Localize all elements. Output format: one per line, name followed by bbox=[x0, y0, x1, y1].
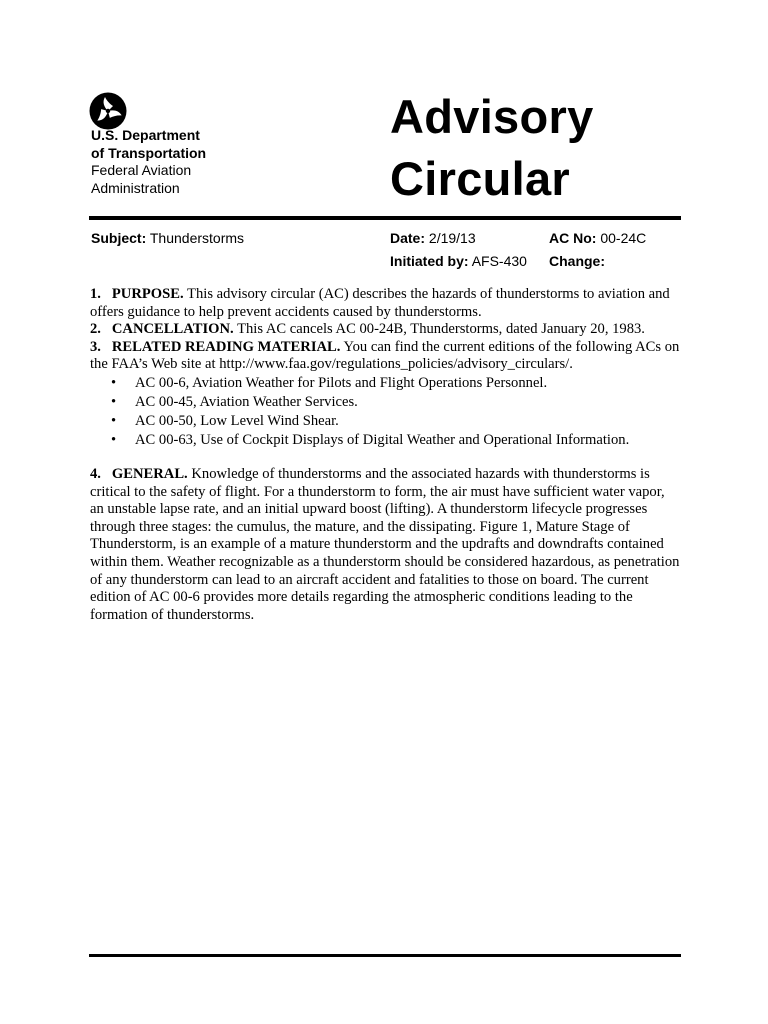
initiated-by-value: AFS-430 bbox=[471, 253, 527, 269]
general-heading: 4. GENERAL. bbox=[90, 465, 188, 482]
document-title-line-2: Circular bbox=[390, 152, 571, 205]
date-field bbox=[390, 230, 476, 246]
agency-block bbox=[91, 127, 206, 197]
ac-number-value: 00-24C bbox=[600, 230, 647, 246]
list-item-text: AC 00-50, Low Level Wind Shear. bbox=[135, 412, 339, 429]
agency-line-administration: Administration bbox=[91, 179, 180, 196]
cancellation-text: This AC cancels AC 00-24B, Thunderstorms, dated January 20, 1983. bbox=[237, 321, 645, 338]
list-item-text: AC 00-63, Use of Cockpit Displays of Digital Weather and Operational Information. bbox=[135, 431, 630, 448]
date-label: Date: bbox=[390, 230, 426, 246]
list-item-text: AC 00-45, Aviation Weather Services. bbox=[135, 393, 358, 410]
dot-triskelion-logo-icon bbox=[89, 92, 127, 130]
initiated-by-label: Initiated by: bbox=[390, 253, 469, 269]
related-reading-list bbox=[90, 374, 682, 450]
subject-value: Thunderstorms bbox=[149, 230, 245, 246]
initiated-by-field bbox=[390, 253, 527, 269]
list-item bbox=[90, 374, 682, 393]
document-title-line-1: Advisory bbox=[390, 90, 594, 143]
general-paragraph bbox=[90, 466, 682, 624]
purpose-heading: 1. PURPOSE. bbox=[90, 286, 184, 302]
purpose-text: This advisory circular (AC) describes the hazards of thunderstorms to aviation and offers guidance to help prevent accidents caused by thunderstorms. bbox=[90, 286, 670, 320]
bullet-icon: • bbox=[111, 374, 117, 391]
bullet-icon: • bbox=[111, 393, 117, 410]
bullet-icon: • bbox=[111, 412, 117, 429]
header-divider bbox=[89, 216, 681, 220]
footer-divider bbox=[89, 954, 681, 957]
agency-line-department: U.S. Department bbox=[91, 127, 200, 143]
date-value: 2/19/13 bbox=[428, 230, 476, 246]
document-body bbox=[90, 286, 682, 624]
related-reading-text: You can find the current editions of the following ACs on the FAA’s Web site at http://www.faa.gov/regulations_policies/advisory_circulars/. bbox=[90, 338, 680, 373]
list-item-text: AC 00-6, Aviation Weather for Pilots and Flight Operations Personnel. bbox=[135, 374, 548, 391]
bullet-icon: • bbox=[111, 431, 117, 448]
document-title bbox=[390, 86, 594, 210]
purpose-paragraph bbox=[90, 286, 682, 321]
list-item bbox=[90, 412, 682, 431]
subject-label: Subject: bbox=[91, 230, 147, 246]
change-field bbox=[549, 253, 605, 269]
list-item bbox=[90, 431, 682, 450]
ac-number-field bbox=[549, 230, 646, 246]
general-text: Knowledge of thunderstorms and the associated hazards with thunderstorms is critical to the safety of flight. For a thunderstorm to form, the air must have sufficient water vapor, an unstable lapse rate, and an initial upward boost (lifting). A thunderstorm lifecycle progresses through three stages: the cumulus, the mature, and the dissipating. Figure 1, Mature Stage of Thunderstorm, is an example of a mature thunderstorm and the updrafts and downdrafts contained within them. Weather recognizable as a thunderstorm should be considered hazardous, as penetration of any thunderstorm can lead to an aircraft accident and fatalities to those on board. The current edition of AC 00-6 provides more details regarding the atmospheric conditions leading to the formation of thunderstorms. bbox=[90, 465, 680, 623]
cancellation-paragraph bbox=[90, 321, 682, 339]
list-item bbox=[90, 393, 682, 412]
ac-number-label: AC No: bbox=[549, 230, 597, 246]
change-label: Change: bbox=[549, 253, 605, 269]
agency-line-faa: Federal Aviation bbox=[91, 162, 192, 178]
agency-line-transportation: of Transportation bbox=[91, 144, 207, 161]
related-reading-heading: 3. RELATED READING MATERIAL. bbox=[90, 338, 341, 355]
related-reading-paragraph bbox=[90, 339, 682, 374]
cancellation-heading: 2. CANCELLATION. bbox=[90, 321, 234, 338]
subject-field bbox=[91, 230, 244, 246]
